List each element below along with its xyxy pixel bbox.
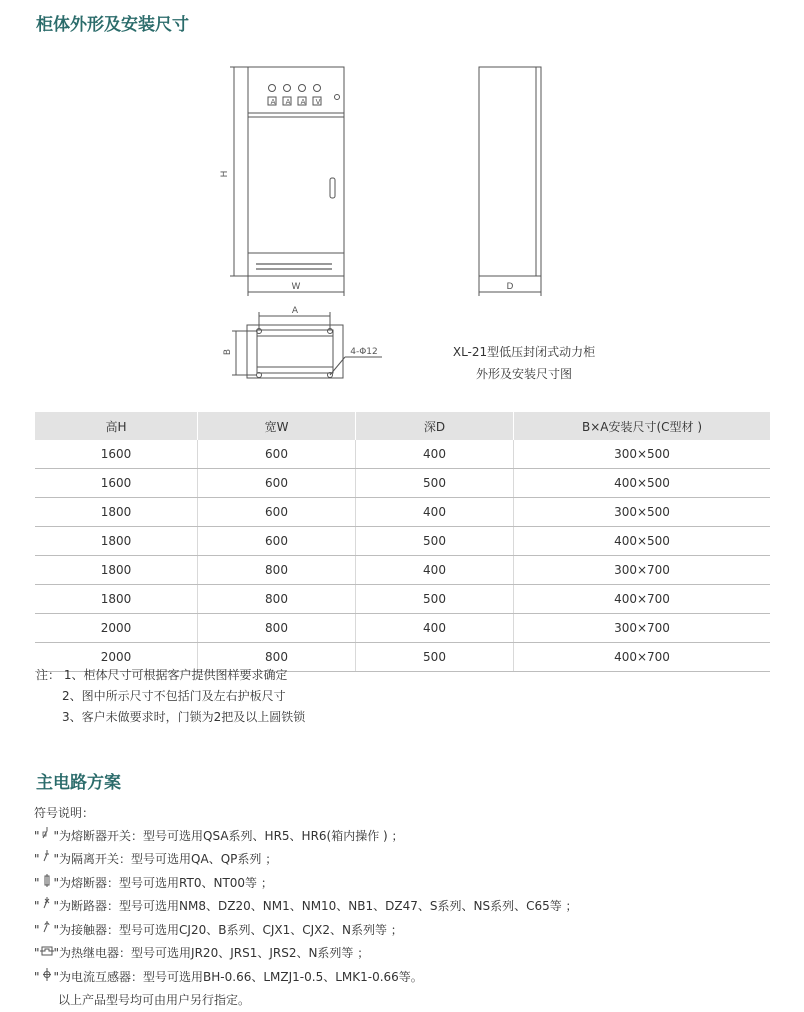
table-cell: 600 (198, 498, 356, 527)
legend-item: " "为熔断器开关：型号可选用QSA系列、HR5、HR6(箱内操作 ) ； (34, 825, 578, 849)
drawing-caption-line2: 外形及安装尺寸图 (475, 367, 572, 381)
door-handle (330, 178, 335, 198)
contactor-symbol-icon (40, 920, 54, 943)
table-cell: 400×700 (514, 585, 771, 614)
table-row (35, 585, 770, 614)
meter-label: V (315, 98, 321, 106)
table-cell: 500 (356, 469, 514, 498)
table-cell: 300×500 (514, 440, 771, 469)
table-cell: 800 (198, 585, 356, 614)
legend-item: " "为隔离开关：型号可选用QA、QP系列 ； (34, 848, 578, 872)
table-cell: 400 (356, 614, 514, 643)
legend-item: " "为接触器：型号可选用CJ20、B系列、CJX1、CJX2、N系列等 ； (34, 919, 578, 943)
section-title-cabinet-dimensions: 柜体外形及安装尺寸 (36, 15, 189, 35)
dim-label-h: H (220, 170, 230, 178)
table-row (35, 527, 770, 556)
notes-prefix: 注： (36, 668, 61, 682)
table-row (35, 498, 770, 527)
section-title-main-circuit: 主电路方案 (36, 773, 121, 793)
table-cell: 1800 (35, 585, 198, 614)
table-cell: 1600 (35, 440, 198, 469)
table-row (35, 556, 770, 585)
notes-block (36, 665, 305, 728)
symbol-legend (34, 802, 578, 1012)
table-cell: 400 (356, 556, 514, 585)
side-cabinet-outline (479, 67, 541, 276)
dim-label-a: A (291, 306, 299, 316)
table-cell: 1800 (35, 556, 198, 585)
table-header: 高H (35, 412, 198, 440)
table-header: 深D (356, 412, 514, 440)
table-cell: 1800 (35, 527, 198, 556)
table-cell: 300×500 (514, 498, 771, 527)
fuse-switch-symbol-icon (40, 826, 54, 849)
table-cell: 300×700 (514, 614, 771, 643)
legend-item: " "为断路器：型号可选用NM8、DZ20、NM1、NM10、NB1、DZ47、S系列、NS系列、C65等 ； (34, 895, 578, 919)
table-cell: 1600 (35, 469, 198, 498)
table-cell: 600 (198, 469, 356, 498)
meter-label: A (270, 98, 276, 106)
meter-label: A (300, 98, 306, 106)
note-item: 3、客户未做要求时，门锁为2把及以上圆铁锁 (62, 710, 306, 724)
legend-item: " "为熔断器：型号可选用RT0、NT00等 ； (34, 872, 578, 896)
fuse-symbol-icon (40, 873, 54, 896)
table-cell: 800 (198, 556, 356, 585)
table-cell: 400×500 (514, 469, 771, 498)
table-cell: 500 (356, 585, 514, 614)
dim-label-holes: 4-Φ12 (350, 347, 378, 357)
table-header: 宽W (198, 412, 356, 440)
table-cell: 400 (356, 440, 514, 469)
legend-intro: 符号说明： (34, 806, 95, 820)
dim-label-b: B (223, 348, 233, 356)
table-row (35, 440, 770, 469)
table-cell: 800 (198, 643, 356, 672)
table-cell: 2000 (35, 614, 198, 643)
table-cell: 600 (198, 440, 356, 469)
table-cell: 600 (198, 527, 356, 556)
current-transformer-symbol-icon (40, 967, 54, 990)
table-header-row (35, 412, 770, 440)
meter-label: A (285, 98, 291, 106)
table-header: B×A安装尺寸(C型材 ) (514, 412, 771, 440)
note-item: 注： 1、柜体尺寸可根据客户提供图样要求确定 (36, 668, 288, 682)
table-cell: 400 (356, 498, 514, 527)
drawing-caption-line1: XL-21型低压封闭式动力柜 (452, 345, 596, 359)
table-cell: 500 (356, 527, 514, 556)
table-cell: 2000 (35, 643, 198, 672)
table-cell: 1800 (35, 498, 198, 527)
table-row (35, 614, 770, 643)
table-cell: 500 (356, 643, 514, 672)
table-cell: 800 (198, 614, 356, 643)
legend-footer: 以上产品型号均可由用户另行指定。 (58, 993, 251, 1007)
dim-label-d: D (506, 282, 514, 292)
front-cabinet-outline (248, 67, 344, 276)
table-cell: 400×700 (514, 643, 771, 672)
isolating-switch-symbol-icon (40, 849, 54, 872)
legend-item: " "为热继电器：型号可选用JR20、JRS1、JRS2、N系列等 ； (34, 942, 578, 966)
cabinet-dimension-drawing (0, 55, 804, 385)
legend-item: " "为电流互感器：型号可选用BH-0.66、LMZJ1-0.5、LMK1-0.66等。 (34, 966, 578, 990)
note-item: 2、图中所示尺寸不包括门及左右护板尺寸 (62, 689, 286, 703)
table-cell: 300×700 (514, 556, 771, 585)
dimension-table (35, 412, 770, 672)
table-row (35, 469, 770, 498)
table-cell: 400×500 (514, 527, 771, 556)
dim-label-w: W (291, 282, 301, 292)
circuit-breaker-symbol-icon (40, 896, 54, 919)
thermal-relay-symbol-icon (40, 943, 54, 966)
